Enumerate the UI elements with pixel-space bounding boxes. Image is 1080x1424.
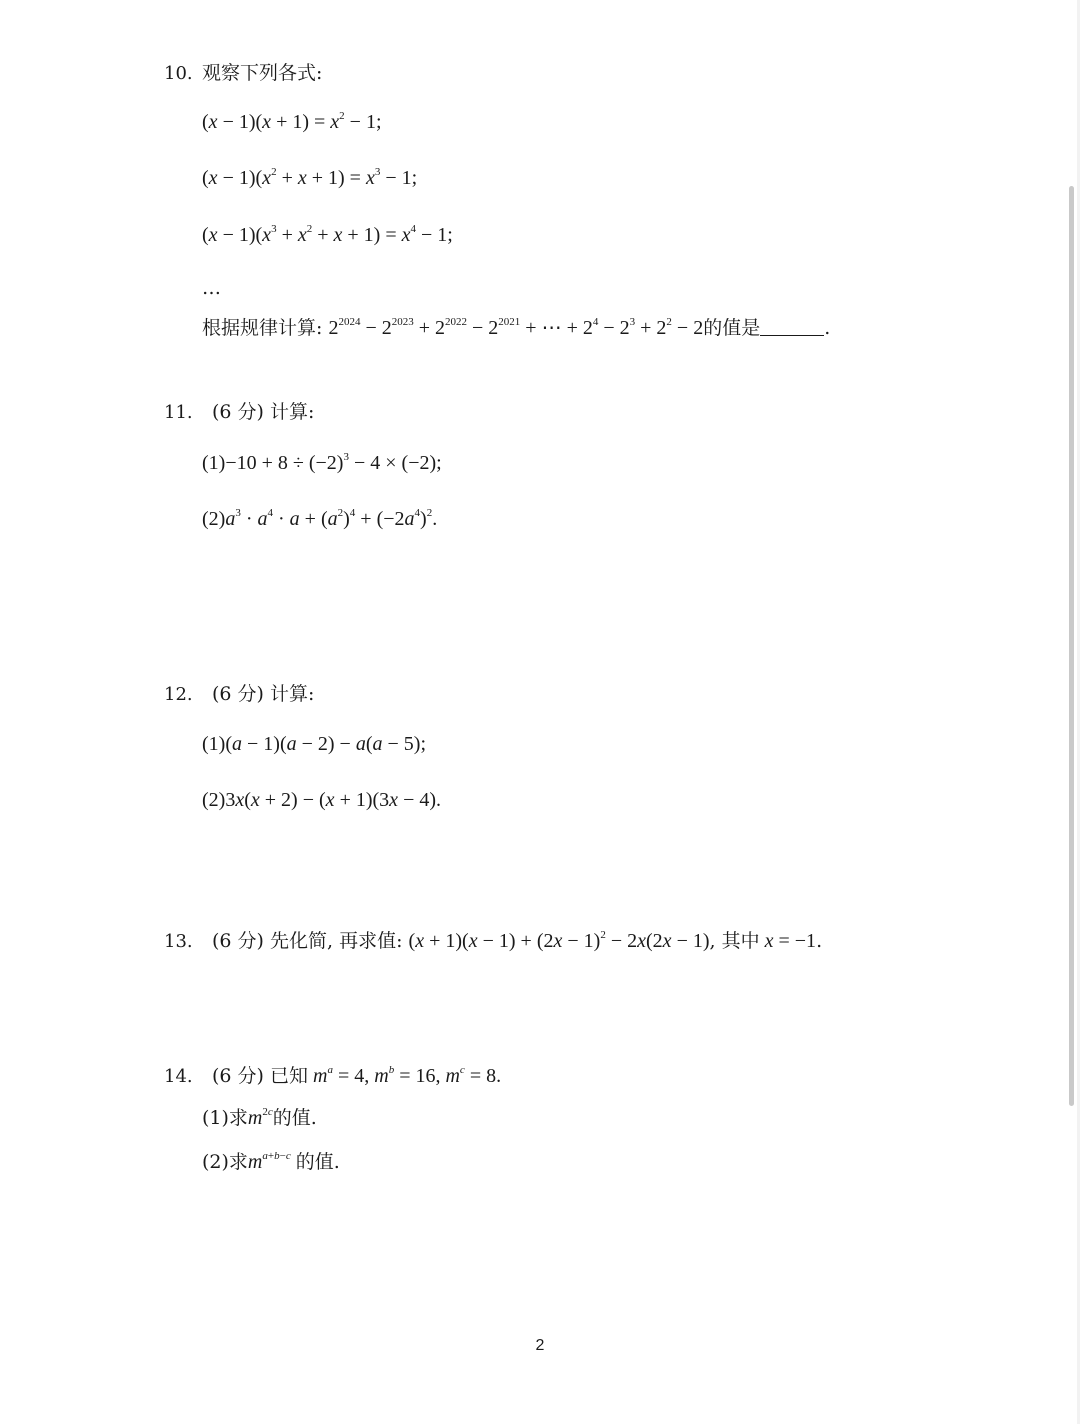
question-11-number: 11. <box>164 402 193 423</box>
question-14-title: (6 分) 已知 <box>212 1065 308 1087</box>
question-14-part-1: (1)求$m^{2c}$的值. <box>202 1106 317 1129</box>
question-12-title: (6 分) 计算: <box>212 683 315 705</box>
question-10-prompt-label: 根据规律计算: <box>202 317 323 339</box>
question-10-equation-1: $(x - 1)(x + 1) = x^2 - 1$; <box>202 110 382 133</box>
question-14-part-2: (2)求$m^{a+b-c}$ 的值. <box>202 1150 340 1173</box>
question-10-equation-2: $(x - 1)(x^2 + x + 1) = x^3 - 1$; <box>202 166 418 189</box>
question-11-part-1: $(1)-10 + 8 \div (-2)^3 - 4 \times (-2)$; <box>202 451 442 474</box>
question-12-number: 12. <box>164 684 193 705</box>
page-number: 2 <box>535 1337 545 1354</box>
question-13-expression: $(x + 1)(x - 1) + (2x - 1)^2 - 2x(2x - 1)$ <box>408 929 710 952</box>
question-13-number: 13. <box>164 931 193 952</box>
question-10-number: 10. <box>164 63 193 84</box>
question-14-text <box>212 1064 501 1088</box>
question-10-series: $2^{2024} - 2^{2023} + 2^{2022} - 2^{2021}$ + ⋯ + $2^4 - 2^3 + 2^2 - 2$ <box>328 316 704 339</box>
question-13-text: (6 分) 先化简, 再求值: $(x + 1)(x - 1) + (2x - 1)^2 - 2x(2x - 1)$, 其中 x = −1. <box>212 929 823 952</box>
question-13-title: (6 分) 先化简, 再求值: <box>212 930 403 952</box>
question-10-ellipsis: … <box>202 277 221 299</box>
vertical-scrollbar[interactable] <box>1069 186 1074 1106</box>
question-14-givens: $m^a = 4$, $m^b = 16$, $m^c = 8$. <box>313 1064 502 1087</box>
question-13-condition-label: , 其中 <box>709 930 760 952</box>
question-11-part-2: $(2)a^3 \cdot a^4 \cdot a + (a^2)^4 + (-2a^4)^2$. <box>202 507 438 530</box>
question-11-title: (6 分) 计算: <box>212 401 315 423</box>
question-14-number: 14. <box>164 1066 193 1087</box>
question-12-part-1: (1)(a − 1)(a − 2) − a(a − 5); <box>202 733 427 755</box>
question-10-equation-3: $(x - 1)(x^3 + x^2 + x + 1) = x^4 - 1$; <box>202 223 453 246</box>
question-12-part-2: (2)3x(x + 2) − (x + 1)(3x − 4). <box>202 789 442 811</box>
question-10-title: 观察下列各式: <box>202 62 323 84</box>
question-10-prompt: 根据规律计算: $2^{2024} - 2^{2023} + 2^{2022} - 2^{2021}$ + ⋯ + $2^4 - 2^3 + 2^2 - 2$的值是 . <box>202 316 831 339</box>
question-13-condition: x = −1 <box>764 930 817 952</box>
answer-blank[interactable] <box>760 317 824 336</box>
question-10-tail: 的值是 <box>703 317 761 339</box>
